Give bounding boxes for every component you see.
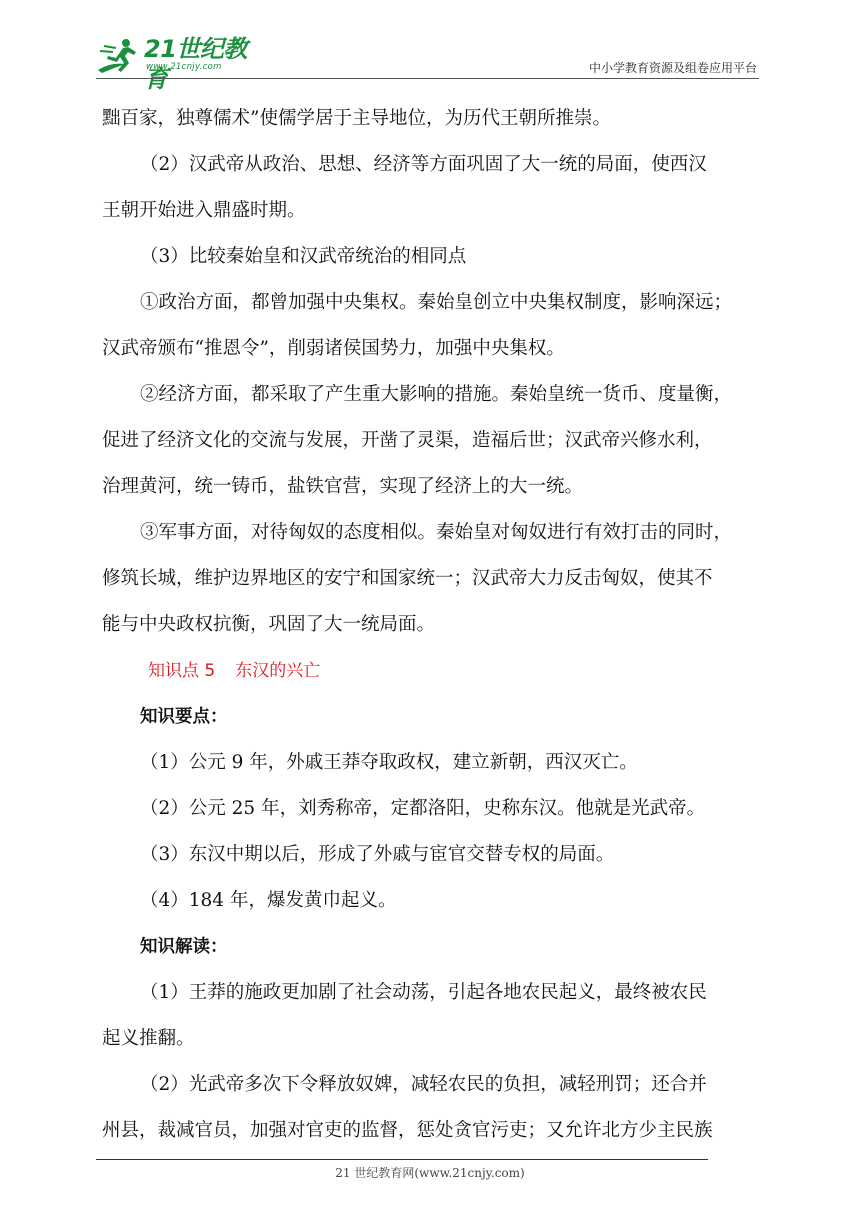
document-body bbox=[102, 96, 762, 1154]
page-header bbox=[0, 0, 860, 93]
runner-logo-icon bbox=[96, 36, 142, 76]
paragraph-line: ③军事方面，对待匈奴的态度相似。秦始皇对匈奴进行有效打击的同时， bbox=[140, 522, 733, 543]
paragraph-line: 修筑长城，维护边界地区的安宁和国家统一；汉武帝大力反击匈奴，使其不 bbox=[102, 568, 713, 589]
paragraph-line: 促进了经济文化的交流与发展，开凿了灵渠，造福后世；汉武帝兴修水利， bbox=[102, 430, 713, 451]
paragraph-line: （3）东汉中期以后，形成了外戚与宦官交替专权的局面。 bbox=[140, 844, 615, 865]
paragraph-line: 汉武帝颁布“推恩令”，削弱诸侯国势力，加强中央集权。 bbox=[102, 338, 565, 359]
paragraph-line: （2）光武帝多次下令释放奴婢，减轻农民的负担，减轻刑罚；还合并 bbox=[140, 1074, 707, 1095]
footer-source: 21 世纪教育网(www.21cnjy.com) bbox=[335, 1166, 525, 1180]
paragraph-line: （1）王莽的施政更加剧了社会动荡，引起各地农民起义，最终被农民 bbox=[140, 982, 707, 1003]
subheading-interpretation: 知识解读： bbox=[140, 937, 228, 957]
paragraph-line: ①政治方面，都曾加强中央集权。秦始皇创立中央集权制度，影响深远； bbox=[140, 292, 733, 313]
logo bbox=[96, 34, 266, 93]
paragraph-line: 治理黄河，统一铸币，盐铁官营，实现了经济上的大一统。 bbox=[102, 476, 584, 497]
paragraph-line: 王朝开始进入鼎盛时期。 bbox=[102, 200, 306, 221]
paragraph-line: （1）公元 9 年，外戚王莽夺取政权，建立新朝，西汉灭亡。 bbox=[140, 752, 638, 773]
paragraph-line: （4）184 年，爆发黄巾起义。 bbox=[140, 890, 397, 911]
paragraph-line: （3）比较秦始皇和汉武帝统治的相同点 bbox=[140, 246, 467, 267]
footer-divider bbox=[96, 1159, 708, 1160]
paragraph-line: （2）汉武帝从政治、思想、经济等方面巩固了大一统的局面，使西汉 bbox=[140, 154, 707, 175]
paragraph-line: 黜百家，独尊儒术”使儒学居于主导地位，为历代王朝所推崇。 bbox=[102, 108, 611, 129]
header-divider bbox=[96, 78, 759, 79]
section-number: 知识点 5 bbox=[148, 661, 216, 681]
section-title: 东汉的兴亡 bbox=[235, 661, 321, 681]
logo-wordmark: 21世纪教育 bbox=[144, 35, 247, 93]
platform-name: 中小学教育资源及组卷应用平台 bbox=[588, 61, 757, 75]
paragraph-line: 起义推翻。 bbox=[102, 1028, 195, 1049]
subheading-key-points: 知识要点： bbox=[140, 707, 228, 727]
paragraph-line: ②经济方面，都采取了产生重大影响的措施。秦始皇统一货币、度量衡， bbox=[140, 384, 733, 405]
paragraph-line: 州县，裁减官员，加强对官吏的监督，惩处贪官污吏；又允许北方少主民族 bbox=[102, 1120, 713, 1141]
paragraph-line: （2）公元 25 年，刘秀称帝，定都洛阳，史称东汉。他就是光武帝。 bbox=[140, 798, 706, 819]
logo-url: www.21cnjy.com bbox=[146, 62, 222, 72]
paragraph-line: 能与中央政权抗衡，巩固了大一统局面。 bbox=[102, 614, 436, 635]
section-heading bbox=[102, 648, 762, 694]
